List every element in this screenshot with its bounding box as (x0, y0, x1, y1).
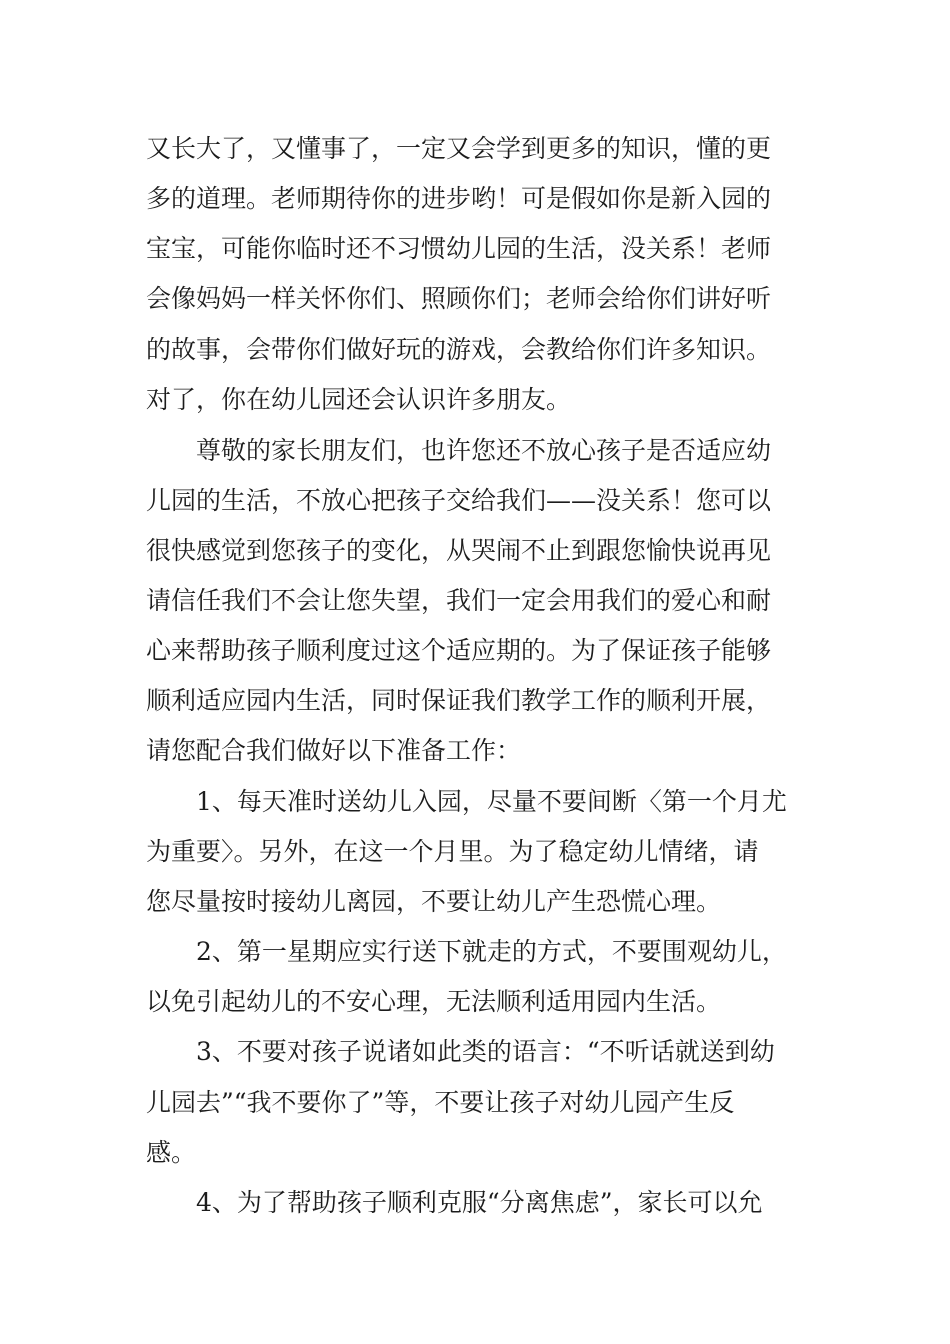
text-line: 很快感觉到您孩子的变化，从哭闹不止到跟您愉快说再见 (146, 536, 772, 565)
list-item-4-first-line: 4、为了帮助孩子顺利克服“分离焦虑”，家长可以允 (196, 1188, 763, 1217)
text-line: 儿园去”“我不要你了”等，不要让孩子对幼儿园产生反 (146, 1088, 735, 1117)
list-item-3-first-line: 3、不要对孩子说诸如此类的语言：“不听话就送到幼 (196, 1037, 775, 1066)
list-item-1-first-line: 1、每天准时送幼儿入园，尽量不要间断〈第一个月尤 (196, 787, 787, 816)
text-line: 又长大了，又懂事了，一定又会学到更多的知识，懂的更 (146, 134, 772, 163)
text-line: 顺利适应园内生活，同时保证我们教学工作的顺利开展， (146, 686, 772, 715)
text-line: 请信任我们不会让您失望，我们一定会用我们的爱心和耐 (146, 586, 772, 615)
text-line: 心来帮助孩子顺利度过这个适应期的。为了保证孩子能够 (146, 636, 772, 665)
paragraph-first-line: 尊敬的家长朋友们，也许您还不放心孩子是否适应幼 (196, 436, 772, 465)
text-line: 宝宝，可能你临时还不习惯幼儿园的生活，没关系！老师 (146, 234, 772, 263)
text-line: 对了，你在幼儿园还会认识许多朋友。 (146, 385, 572, 414)
text-line: 感。 (146, 1138, 197, 1167)
text-line: 的故事，会带你们做好玩的游戏，会教给你们许多知识。 (146, 335, 772, 364)
list-item-2-first-line: 2、第一星期应实行送下就走的方式，不要围观幼儿， (196, 937, 787, 966)
text-line: 请您配合我们做好以下准备工作： (146, 736, 522, 765)
text-line: 会像妈妈一样关怀你们、照顾你们；老师会给你们讲好听 (146, 284, 772, 313)
text-line: 为重要〉。另外，在这一个月里。为了稳定幼儿情绪，请 (146, 837, 759, 866)
text-line: 多的道理。老师期待你的进步哟！可是假如你是新入园的 (146, 184, 772, 213)
text-line: 以免引起幼儿的不安心理，无法顺利适用园内生活。 (146, 987, 722, 1016)
text-line: 儿园的生活，不放心把孩子交给我们——没关系！您可以 (146, 486, 772, 515)
text-line: 您尽量按时接幼儿离园，不要让幼儿产生恐慌心理。 (146, 887, 722, 916)
